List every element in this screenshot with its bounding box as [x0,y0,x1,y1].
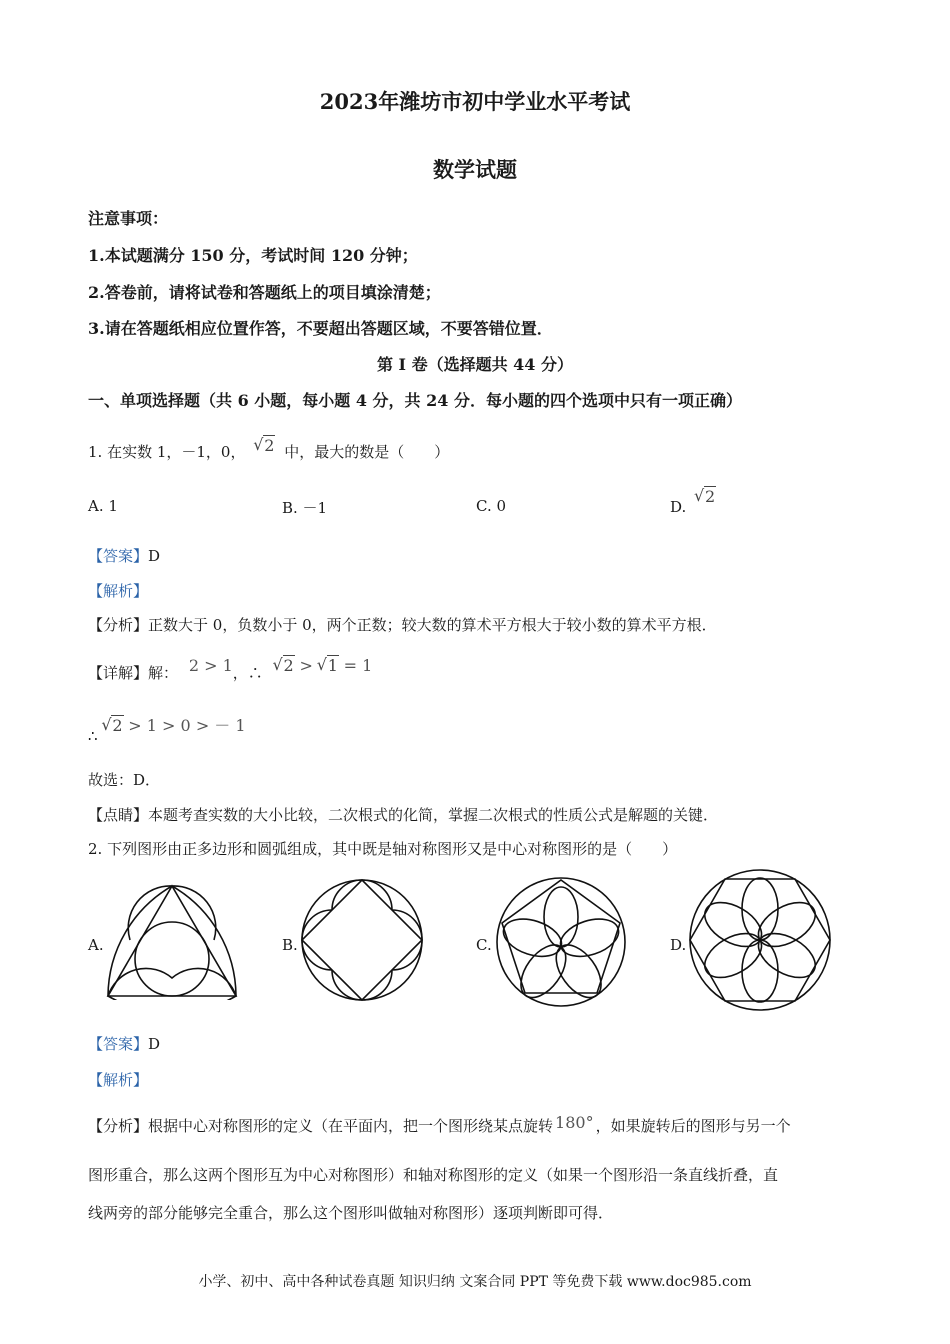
q1-analysis-tag: 【解析】 [88,582,149,600]
q1-line2-rad: 2 [112,716,123,735]
q1-xiangjie-b: ，∴ [232,664,263,682]
figure-b-square-arcs [300,878,424,1002]
q2-fenxi-deg: 180° [555,1113,594,1132]
q2-fenxi-line1 [88,1115,791,1136]
page-footer: 小学、初中、高中各种试卷真题 知识归纳 文案合同 PPT 等免费下载 www.doc985.com [198,1274,752,1290]
q1-dianjing-tag: 【点睛】 [88,806,149,824]
figure-a-reuleaux [104,882,240,1000]
figure-d-hexagon-petals [688,868,832,1012]
q1-stem-a: 1. 在实数 1，－1，0， [88,443,246,461]
q1-option-d-label: D. [670,498,687,516]
q1-sqrt [254,436,275,455]
part-title: 第 I 卷（选择题共 44 分） [376,355,574,374]
exam-title: 2023年潍坊市初中学业水平考试 [319,89,631,114]
q1-fenxi-tag: 【分析】 [88,616,149,634]
q2-fenxi-line3: 线两旁的部分能够完全重合，那么这个图形叫做轴对称图形）逐项判断即可得． [88,1204,614,1222]
q2-option-a: A. [88,936,104,954]
q2-fenxi-tag: 【分析】 [88,1117,149,1135]
q1-xiangjie-tag: 【详解】 [88,664,149,682]
figure-c-pentagon-petals [494,875,628,1009]
exam-subtitle: 数学试题 [433,157,517,182]
q1-math-2-gt: > [299,656,313,675]
q2-fenxi-line2: 图形重合，那么这两个图形互为中心对称图形）和轴对称图形的定义（如果一个图形沿一条直线折叠，直 [88,1166,779,1184]
q1-dianjing-text: 本题考查实数的大小比较，二次根式的化简，掌握二次根式的性质公式是解题的关键． [148,806,719,824]
q1-line2-rest: > 1 > 0 > － 1 [128,716,246,735]
notice-item-3: 3.请在答题纸相应位置作答，不要超出答题区域，不要答错位置． [88,319,553,338]
q1-math-2-rad2: 2 [283,656,294,675]
q1-guxuan: 故选：D． [88,771,161,789]
q1-xiangjie [88,656,373,683]
q1-answer-value: D [148,547,161,565]
q1-option-c: C. 0 [476,497,507,515]
q2-answer-value: D [148,1035,161,1053]
q1-line2-sqrt [102,716,123,735]
q1-stem-b: 中，最大的数是（ ） [284,443,450,461]
notice-item-2: 2.答卷前，请将试卷和答题纸上的项目填涂清楚； [88,283,441,302]
q1-option-d [670,487,716,516]
q1-option-b: B. －1 [282,499,328,517]
q2-answer-tag: 【答案】 [88,1035,149,1053]
q1-fenxi-text: 正数大于 0，负数小于 0，两个正数；较大数的算术平方根大于较小数的算术平方根． [148,616,717,634]
q1-math-2-sqrt2 [274,656,295,675]
q1-line2-therefore: ∴ [88,727,98,745]
q1-radicand: 2 [264,436,275,455]
q1-xiangjie-a: 解： [148,664,179,682]
notice-item-1: 1.本试题满分 150 分，考试时间 120 分钟； [88,246,418,265]
q2-option-d: D. [670,936,687,954]
q1-option-d-radicand: 2 [705,487,716,506]
q2-option-c: C. [476,936,492,954]
notice-heading: 注意事项： [88,209,169,228]
q2-stem: 2. 下列图形由正多边形和圆弧组成，其中既是轴对称图形又是中心对称图形的是（ ） [88,840,678,858]
q1-math-2-eq: = 1 [343,656,373,675]
q1-option-a: A. 1 [88,497,118,515]
q2-analysis-tag: 【解析】 [88,1071,149,1089]
q1-answer-tag: 【答案】 [88,547,149,565]
q1-math-2-rad1: 1 [327,656,338,675]
q1-answer [88,545,160,566]
q1-math-2-sqrt1 [318,656,339,675]
q2-option-b: B. [282,936,298,954]
q1-math-1: 2 > 1 [188,656,233,675]
q1-option-d-sqrt [695,487,716,506]
section-title: 一、单项选择题（共 6 小题，每小题 4 分，共 24 分．每小题的四个选项中只有一项正确） [88,391,742,410]
q1-stem [88,436,450,462]
q1-fenxi [88,614,717,635]
q2-answer [88,1033,160,1054]
q2-fenxi-1a: 根据中心对称图形的定义（在平面内，把一个图形绕某点旋转 [148,1117,554,1135]
q2-fenxi-1b: ，如果旋转后的图形与另一个 [595,1117,791,1135]
q1-line2 [88,716,246,745]
q1-dianjing [88,804,718,825]
